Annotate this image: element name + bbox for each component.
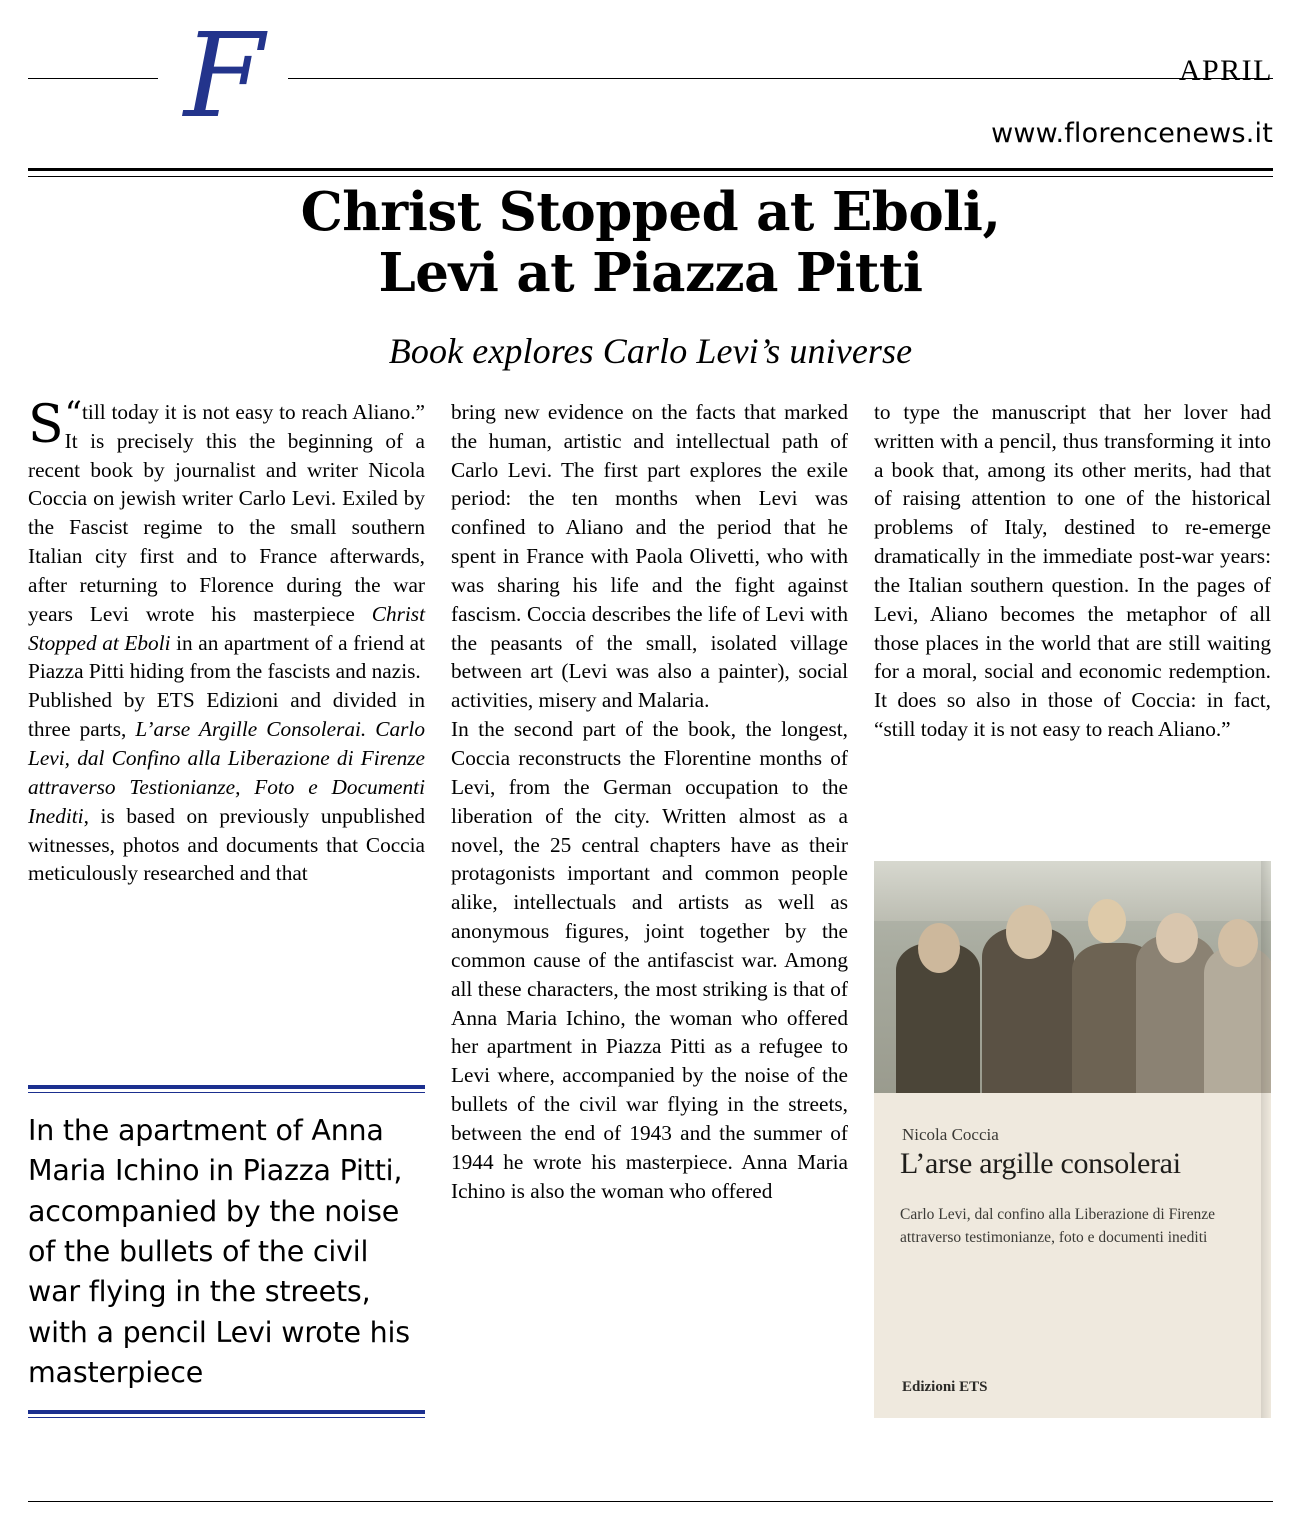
lead-text-part-2: in an apartment of a friend at Piazza Pitti hiding from the fascists and nazis.: [28, 630, 425, 684]
publication-logo: [158, 9, 288, 144]
drop-cap: S: [28, 394, 64, 455]
lead-text-part-1: till today it is not easy to reach Aliano.” It is precisely this the beginning of a recent book by journalist and writer Nicola Coccia on jewish writer Carlo Levi. Exiled by the Fascist regime to the small southern Italian city first and to France afterwards, after returning to Florence during the war years Levi wrote his masterpiece: [28, 399, 425, 626]
page-bottom-rule: [28, 1501, 1273, 1502]
column-2: [451, 398, 848, 1418]
masthead-divider-thick: [28, 168, 1273, 171]
column-1-text: [28, 393, 425, 888]
logo-glyph-f: F: [183, 9, 263, 144]
open-quote-mark: “: [64, 393, 83, 434]
website-url[interactable]: www.florencenews.it: [991, 118, 1273, 149]
cover-publisher: Edizioni ETS: [902, 1378, 988, 1395]
pullquote-rule-bottom-thin: [28, 1417, 425, 1418]
cover-subtitle: Carlo Levi, dal confino alla Liberazione di Firenze attraverso testimonianze, foto e documenti inediti: [900, 1205, 1216, 1247]
masthead-divider-thin: [28, 176, 1273, 177]
lead-italic-title: Christ Stopped at Eboli: [28, 601, 425, 655]
cover-photo-sky: [874, 861, 1271, 921]
cover-photograph: [874, 861, 1271, 1093]
cover-title: L’arse argille consolerai: [900, 1146, 1181, 1180]
para2-after: , is based on previously unpublished witnesses, photos and documents that Coccia meticulously researched and that: [28, 803, 425, 886]
cover-face-2: [1006, 905, 1052, 959]
cover-face-4: [1156, 913, 1198, 963]
column-3-text: [874, 398, 1271, 744]
column-3: [874, 398, 1271, 1418]
pull-quote: [28, 1085, 425, 1418]
column-3-paragraph-1: to type the manuscript that her lover had written with a pencil, thus transforming it into a book that, among its other merits, had that of raising attention to one of the historical problems of Italy, destined to re-emerge dramatically in the immediate post-war years: the Italian southern question. In the pages of Levi, Aliano becomes the metaphor of all those places in the world that are still waiting for a moral, social and economic redemption. It does so also in those of Coccia: in fact, “still today it is not easy to reach Aliano.”: [874, 399, 1271, 742]
masthead: [28, 0, 1273, 149]
article-headline: [28, 182, 1273, 304]
column-2-text: [451, 398, 848, 1206]
pullquote-text: In the apartment of Anna Maria Ichino in Piazza Pitti, accompanied by the noise of the bullets of the civil war flying in the streets, with a pencil Levi wrote his masterpiece: [28, 1113, 410, 1390]
para2-before: Published by ETS Edizioni and divided in three parts,: [28, 688, 425, 742]
cover-spine-shadow: [1261, 861, 1271, 1418]
column-1: [28, 393, 425, 1418]
headline-block: [28, 182, 1273, 372]
column-2-paragraph-2: In the second part of the book, the longest, Coccia reconstructs the Florentine months of Levi, from the German occupation to the liberation of the city. Written almost as a novel, the 25 central chapters have as their protagonists important and common people alike, intellectuals and artists as well as anonymous figures, joint together by the common cause of the antifascist war. Among all these characters, the most striking is that of Anna Maria Ichino, the woman who offered her apartment in Piazza Pitti as a refugee to Levi where, accompanied by the noise of the bullets of the civil war flying in the streets, between the end of 1943 and the summer of 1944 he wrote his masterpiece. Anna Maria Ichino is also the woman who offered: [451, 717, 848, 1203]
book-cover-image: [874, 861, 1271, 1418]
cover-face-1: [918, 923, 960, 973]
cover-face-5: [1218, 919, 1258, 967]
pullquote-rule-top-thick: [28, 1085, 425, 1089]
pullquote-rule-bottom-thick: [28, 1410, 425, 1414]
issue-month: APRIL: [1178, 54, 1273, 87]
article-columns: [28, 393, 1273, 1418]
para2-book-title: L’arse Argille Consolerai. Carlo Levi, dal Confino alla Liberazione di Firenze attraverso Testionianze, Foto e Documenti Inediti: [28, 717, 425, 828]
cover-face-child: [1088, 899, 1126, 943]
article-subhead: Book explores Carlo Levi’s universe: [388, 330, 913, 371]
lead-paragraph: [28, 393, 425, 686]
cover-text-panel: [874, 1093, 1271, 1418]
column-2-paragraph-1: bring new evidence on the facts that marked the human, artistic and intellectual path of Carlo Levi. The first part explores the exile period: the ten months when Levi was confined to Aliano and the period that he spent in France with Paola Olivetti, who with was sharing his life and the fight against fascism. Coccia describes the life of Levi with the peasants of the small, isolated village between art (Levi was also a painter), social activities, misery and Malaria.: [451, 399, 848, 713]
cover-author-name: Nicola Coccia: [902, 1124, 999, 1144]
headline-line-1: Christ Stopped at Eboli,: [300, 181, 1001, 243]
headline-line-2: Levi at Piazza Pitti: [378, 241, 923, 304]
second-paragraph: [28, 686, 425, 888]
pullquote-rule-top-thin: [28, 1092, 425, 1093]
